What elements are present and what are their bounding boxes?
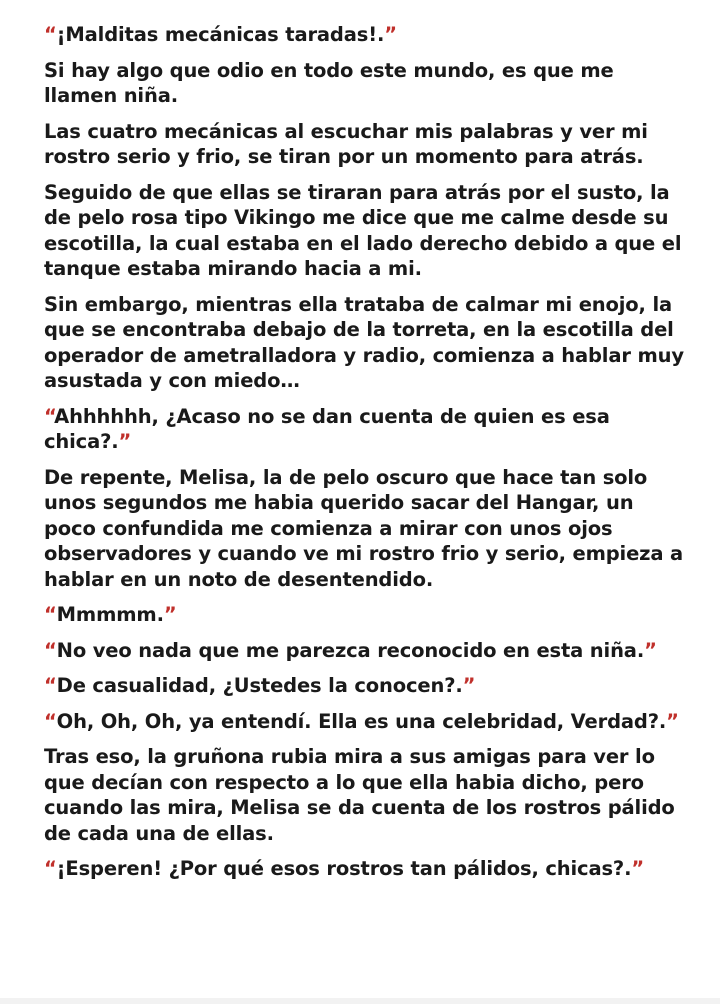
paragraph-text: De casualidad, ¿Ustedes la conocen?. xyxy=(56,674,463,697)
close-quote-mark: ” xyxy=(666,709,679,733)
paragraph-text: Mmmmm. xyxy=(56,603,164,626)
dialogue-paragraph-9 xyxy=(44,638,684,664)
close-quote-mark: ” xyxy=(644,638,657,662)
close-quote-mark: ” xyxy=(163,603,177,626)
dialogue-paragraph-13 xyxy=(44,856,684,882)
narration-paragraph-2: Si hay algo que odio en todo este mundo, es que me llamen niña. xyxy=(44,58,614,107)
open-quote-mark: “ xyxy=(44,638,57,662)
narration-paragraph-7: De repente, Melisa, la de pelo oscuro que hace tan solo unos segundos me habia querido sacar del Hangar, un poco confundida me comienza a mirar con unos ojos observadores y cuando ve mi rostro frio y serio, empieza a hablar en un noto de desentendido. xyxy=(44,465,684,591)
narration-paragraph-12: Tras eso, la gruñona rubia mira a sus amigas para ver lo que decían con respecto a lo que ella habia dicho, pero cuando las mira, Melisa se da cuenta de los rostros pálido de cada una de ellas. xyxy=(44,745,675,845)
narration-paragraph-5: Sin embargo, mientras ella trataba de calmar mi enojo, la que se encontraba debajo de la torreta, en la escotilla del operador de ametralladora y radio, comienza a hablar muy asustada y con miedo… xyxy=(44,292,684,392)
paragraph-text: ¡Esperen! ¿Por qué esos rostros tan pálidos, chicas?. xyxy=(56,857,632,880)
close-quote-mark: ” xyxy=(462,674,476,697)
narration-paragraph-4: Seguido de que ellas se tiraran para atrás por el susto, la de pelo rosa tipo Vikingo me dice que me calme desde su escotilla, la cual estaba en el lado derecho debido a que el tanque estaba mirando hacia a mi. xyxy=(44,180,682,280)
paragraph-text: ¡Malditas mecánicas taradas!. xyxy=(56,23,385,46)
close-quote-mark: ” xyxy=(631,857,645,880)
close-quote-mark: ” xyxy=(384,23,397,46)
open-quote-mark: “ xyxy=(44,23,57,46)
open-quote-mark: “ xyxy=(44,404,55,428)
page-bottom-edge xyxy=(0,998,720,1004)
open-quote-mark: “ xyxy=(44,709,57,733)
open-quote-mark: “ xyxy=(44,857,57,880)
narration-paragraph-3: Las cuatro mecánicas al escuchar mis palabras y ver mi rostro serio y frio, se tiran por un momento para atrás. xyxy=(44,119,648,168)
close-quote-mark: ” xyxy=(118,430,132,453)
dialogue-paragraph-1 xyxy=(44,22,684,48)
dialogue-paragraph-11 xyxy=(44,709,684,735)
dialogue-paragraph-8 xyxy=(44,602,684,628)
paragraph-text: Oh, Oh, Oh, ya entendí. Ella es una celebridad, Verdad?. xyxy=(56,709,667,733)
paragraph-text: No veo nada que me parezca reconocido en esta niña. xyxy=(56,638,645,662)
paragraph-text: Ahhhhhh, ¿Acaso no se dan cuenta de quien es esa chica?. xyxy=(44,404,610,453)
open-quote-mark: “ xyxy=(44,603,57,626)
dialogue-paragraph-6 xyxy=(44,404,684,455)
dialogue-paragraph-10 xyxy=(44,673,684,699)
story-text xyxy=(44,22,684,892)
open-quote-mark: “ xyxy=(44,674,57,697)
